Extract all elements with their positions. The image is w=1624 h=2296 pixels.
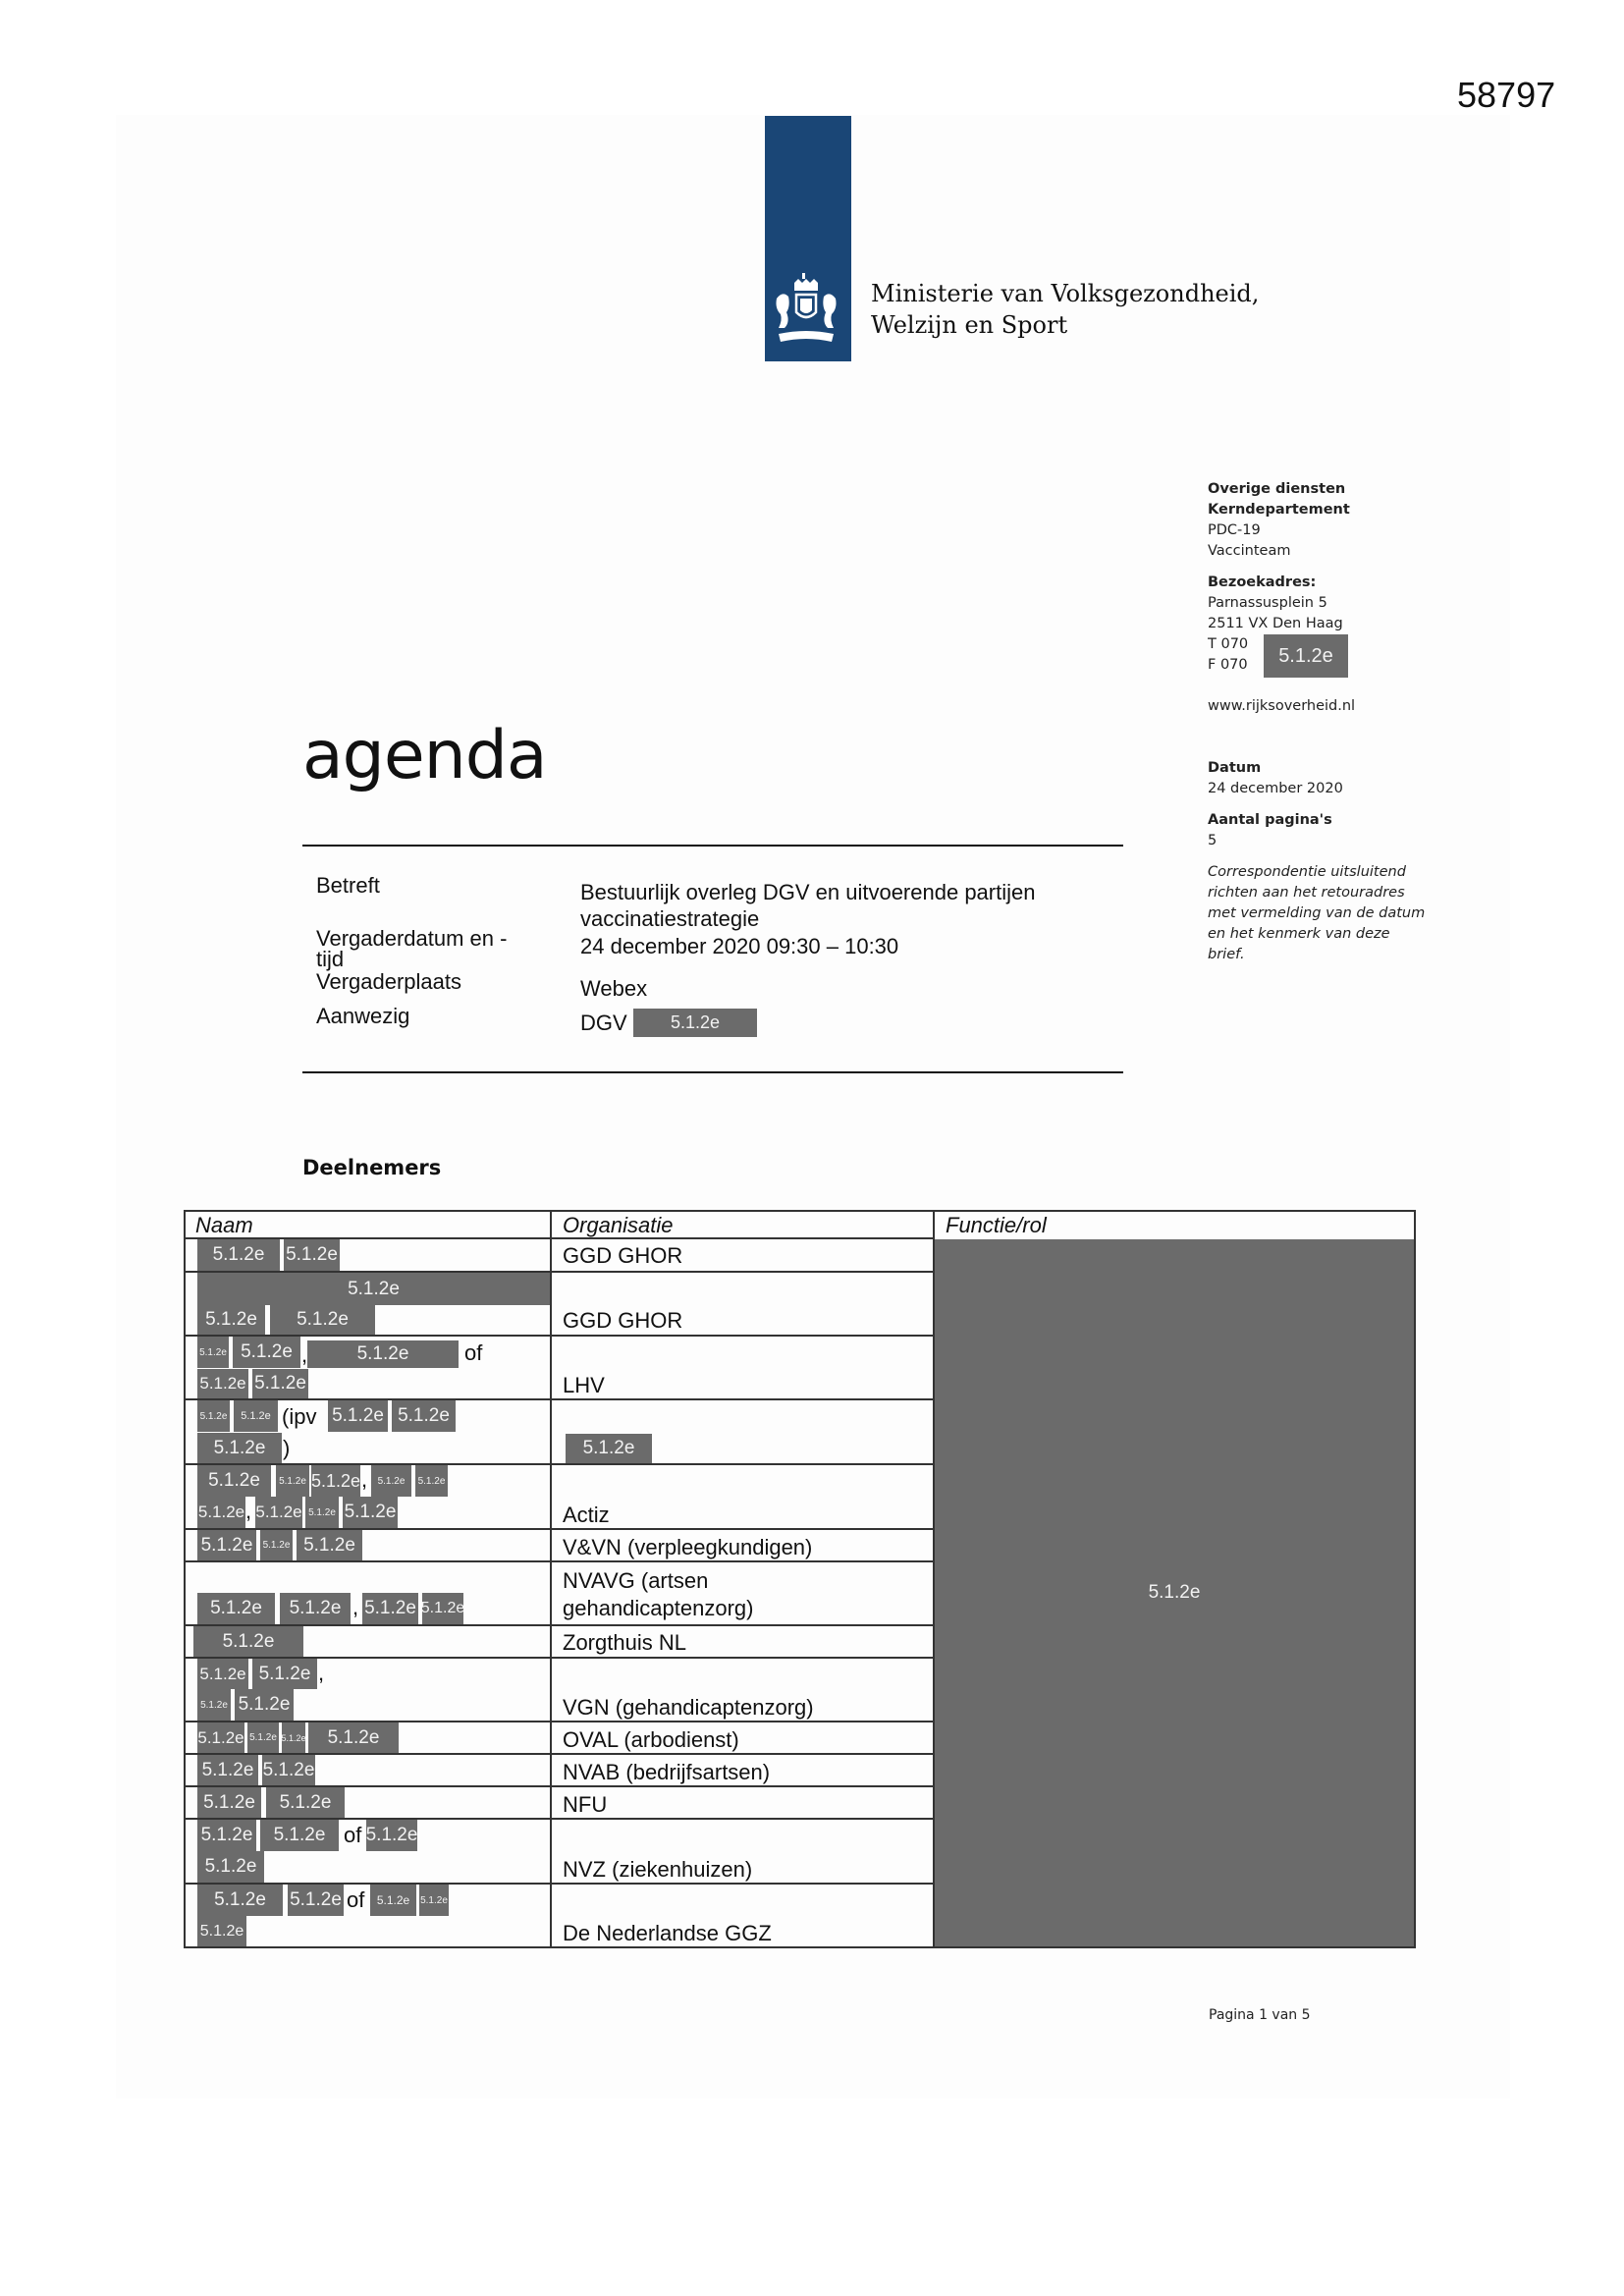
comma-separator: , — [352, 1595, 359, 1619]
name-redaction: 5.1.2e — [197, 1530, 256, 1560]
name-redaction: 5.1.2e — [247, 1722, 279, 1753]
organisation-cell: NVAB (bedrijfsartsen) — [563, 1760, 771, 1784]
name-redaction: 5.1.2e — [197, 1722, 244, 1753]
address-line: Parnassusplein 5 — [1208, 595, 1327, 611]
top-divider — [302, 845, 1123, 847]
organisation-cell: Actiz — [563, 1503, 610, 1527]
sender-details — [1208, 479, 1463, 965]
name-redaction: 5.1.2e — [307, 1340, 459, 1368]
name-redaction: 5.1.2e — [276, 1465, 309, 1497]
name-redaction: 5.1.2e — [282, 1722, 305, 1753]
column-header-organisation: Organisatie — [563, 1213, 674, 1237]
name-redaction: 5.1.2e — [422, 1593, 463, 1624]
name-redaction: 5.1.2e — [288, 1885, 344, 1916]
name-redaction: 5.1.2e — [197, 1239, 280, 1271]
comma-separator: , — [301, 1342, 308, 1367]
subject-label: Betreft — [316, 873, 380, 898]
organisation-redaction: 5.1.2e — [566, 1434, 652, 1463]
or-separator: of — [464, 1340, 483, 1365]
comma-separator: , — [245, 1499, 252, 1523]
page-number: Pagina 1 van 5 — [1209, 2007, 1311, 2023]
name-redaction: 5.1.2e — [362, 1593, 418, 1624]
organisation-cell: GGD GHOR — [563, 1243, 683, 1268]
correspondence-note: richten aan het retouradres — [1208, 885, 1405, 901]
phone-number: T 070 — [1208, 636, 1249, 652]
document-number: 58797 — [1457, 75, 1556, 115]
close-paren: ) — [283, 1436, 291, 1460]
organisation-cell: NFU — [563, 1792, 608, 1817]
organisation-cell-cont: gehandicaptenzorg) — [563, 1596, 754, 1620]
name-redaction: 5.1.2e — [366, 1820, 417, 1851]
fax-number: F 070 — [1208, 657, 1248, 673]
website-link[interactable]: www.rijksoverheid.nl — [1208, 698, 1356, 714]
name-redaction: 5.1.2e — [197, 1369, 248, 1398]
instead-of-text: (ipv — [282, 1404, 317, 1429]
name-redaction: 5.1.2e — [197, 1689, 231, 1721]
name-redaction: 5.1.2e — [197, 1337, 229, 1368]
name-redaction: 5.1.2e — [262, 1755, 315, 1785]
subject-value-cont: vaccinatiestrategie — [580, 906, 760, 931]
ministry-name-line2: Welzijn en Sport — [871, 311, 1068, 339]
bottom-divider — [302, 1071, 1123, 1073]
name-redaction: 5.1.2e — [197, 1497, 245, 1528]
phone-redaction: 5.1.2e — [1264, 634, 1348, 678]
name-redaction: 5.1.2e — [235, 1689, 294, 1721]
column-header-function: Functie/rol — [946, 1213, 1047, 1237]
name-redaction: 5.1.2e — [311, 1465, 360, 1497]
name-redaction: 5.1.2e — [305, 1497, 339, 1528]
or-separator: of — [344, 1823, 362, 1847]
royal-crest-icon — [773, 273, 843, 352]
name-redaction: 5.1.2e — [260, 1530, 293, 1560]
name-redaction: 5.1.2e — [252, 1659, 317, 1689]
participants-table — [184, 1210, 1416, 1948]
address-line: 2511 VX Den Haag — [1208, 616, 1343, 631]
name-redaction: 5.1.2e — [297, 1530, 362, 1560]
name-redaction: 5.1.2e — [370, 1885, 416, 1916]
name-redaction: 5.1.2e — [197, 1755, 258, 1785]
name-redaction: 5.1.2e — [197, 1593, 275, 1624]
datetime-label-cont: tijd — [316, 947, 345, 971]
present-label: Aanwezig — [316, 1004, 410, 1028]
name-redaction: 5.1.2e — [270, 1305, 375, 1335]
name-redaction: 5.1.2e — [197, 1659, 248, 1689]
name-redaction: 5.1.2e — [197, 1916, 246, 1946]
ministry-name — [871, 278, 1259, 341]
date-value: 24 december 2020 — [1208, 781, 1343, 796]
organisation-cell: OVAL (arbodienst) — [563, 1727, 739, 1752]
correspondence-note: en het kenmerk van deze — [1208, 926, 1390, 942]
name-redaction: 5.1.2e — [252, 1369, 308, 1398]
correspondence-note: Correspondentie uitsluitend — [1208, 864, 1406, 880]
date-label: Datum — [1208, 760, 1262, 776]
name-redaction: 5.1.2e — [266, 1787, 345, 1818]
name-redaction: 5.1.2e — [280, 1593, 351, 1624]
organisation-cell: V&VN (verpleegkundigen) — [563, 1535, 813, 1559]
name-redaction: 5.1.2e — [392, 1400, 456, 1432]
comma-separator: , — [318, 1661, 325, 1685]
function-column-redaction: 5.1.2e — [935, 1239, 1414, 1946]
column-header-name: Naam — [195, 1213, 253, 1237]
participants-heading: Deelnemers — [302, 1156, 442, 1179]
name-redaction: 5.1.2e — [328, 1400, 388, 1432]
ministry-name-line1: Ministerie van Volksgezondheid, — [871, 280, 1260, 307]
organisation-cell: NVAVG (artsen — [563, 1568, 709, 1593]
name-redaction: 5.1.2e — [197, 1400, 230, 1432]
datetime-value: 24 december 2020 09:30 – 10:30 — [580, 934, 899, 958]
organisation-cell: Zorgthuis NL — [563, 1630, 686, 1655]
name-redaction: 5.1.2e — [197, 1433, 282, 1463]
organisation-cell: LHV — [563, 1373, 605, 1397]
name-redaction: 5.1.2e — [197, 1851, 264, 1883]
name-redaction: 5.1.2e — [193, 1626, 303, 1657]
pages-label: Aantal pagina's — [1208, 812, 1332, 828]
document-title: agenda — [302, 717, 547, 794]
datetime-label: Vergaderdatum en - — [316, 926, 508, 951]
present-value: DGV — [580, 1011, 627, 1035]
correspondence-note: met vermelding van de datum — [1208, 905, 1426, 921]
name-redaction: 5.1.2e — [197, 1465, 271, 1497]
organisation-cell: GGD GHOR — [563, 1308, 683, 1333]
present-redaction: 5.1.2e — [633, 1009, 757, 1037]
visit-address-label: Bezoekadres: — [1208, 574, 1317, 590]
name-redaction: 5.1.2e — [255, 1497, 302, 1528]
name-redaction: 5.1.2e — [197, 1273, 550, 1305]
correspondence-note: brief. — [1208, 947, 1245, 962]
organisation-cell: De Nederlandse GGZ — [563, 1921, 772, 1945]
name-redaction: 5.1.2e — [197, 1787, 261, 1818]
name-redaction: 5.1.2e — [415, 1465, 448, 1497]
org-line: Overige diensten — [1208, 481, 1346, 497]
pages-value: 5 — [1208, 833, 1218, 848]
comma-separator: , — [361, 1467, 368, 1492]
name-redaction: 5.1.2e — [260, 1820, 339, 1851]
name-redaction: 5.1.2e — [284, 1239, 340, 1271]
org-line: Kerndepartement — [1208, 502, 1350, 518]
subject-value: Bestuurlijk overleg DGV en uitvoerende partijen — [580, 880, 1036, 904]
name-redaction: 5.1.2e — [197, 1820, 256, 1851]
name-redaction: 5.1.2e — [233, 1337, 300, 1368]
government-logo-bar — [765, 116, 851, 361]
place-label: Vergaderplaats — [316, 969, 461, 994]
org-line: Vaccinteam — [1208, 543, 1291, 559]
organisation-cell: NVZ (ziekenhuizen) — [563, 1857, 753, 1882]
name-redaction: 5.1.2e — [197, 1885, 283, 1916]
name-redaction: 5.1.2e — [419, 1885, 449, 1916]
name-redaction: 5.1.2e — [308, 1722, 399, 1753]
or-separator: of — [347, 1887, 365, 1912]
name-redaction: 5.1.2e — [343, 1497, 398, 1528]
place-value: Webex — [580, 976, 648, 1001]
name-redaction: 5.1.2e — [371, 1465, 411, 1497]
org-line: PDC-19 — [1208, 522, 1261, 538]
name-redaction: 5.1.2e — [234, 1400, 278, 1432]
name-redaction: 5.1.2e — [197, 1305, 265, 1335]
organisation-cell: VGN (gehandicaptenzorg) — [563, 1695, 814, 1720]
